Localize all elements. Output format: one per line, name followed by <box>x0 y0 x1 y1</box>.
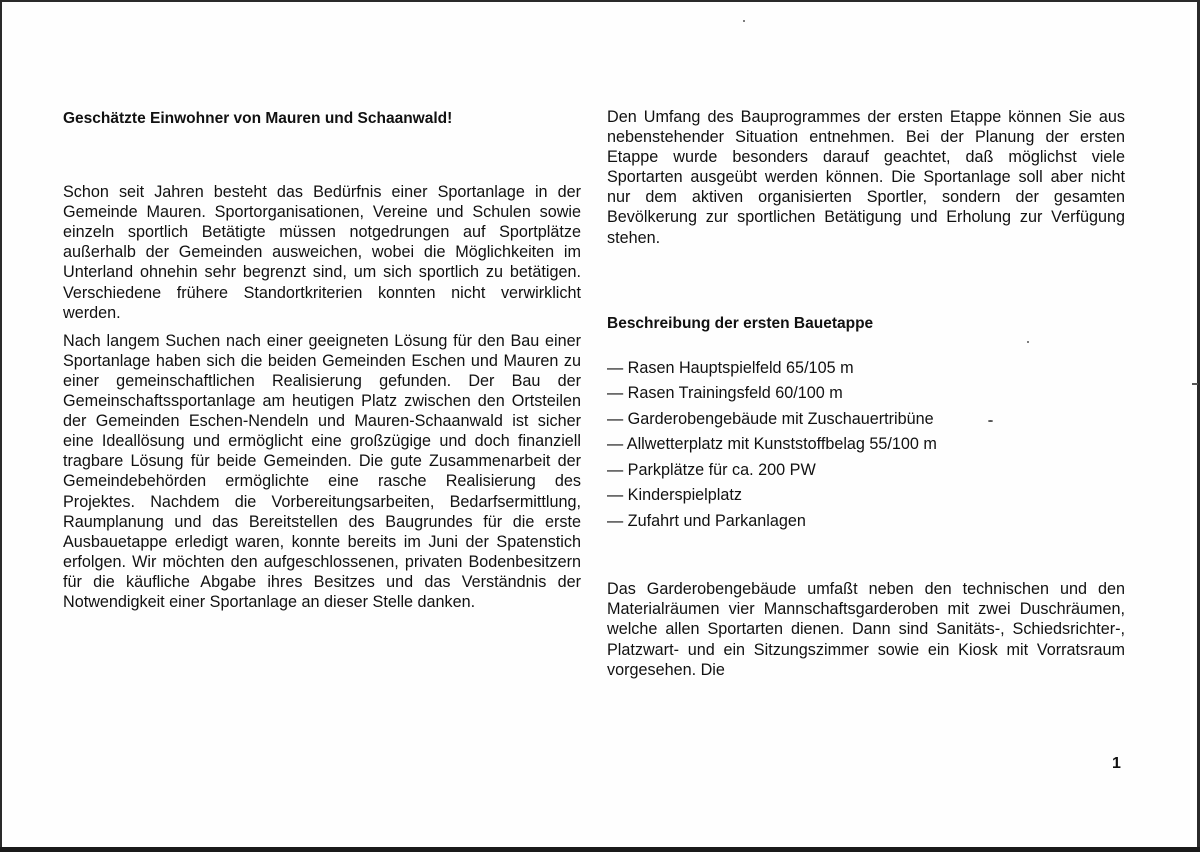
scope-paragraph: Den Umfang des Bauprogrammes der ersten Etappe können Sie aus nebenstehender Situation entnehmen. Bei der Planung der ersten Etappe wurde besonders darauf geachtet, daß möglichst viele Sportarten ausgeübt werden können. Die Sportanlage soll aber nicht nur dem aktiven organisierten Sportler, sondern der gesamten Bevölkerung zur sportlichen Betätigung und Erholung zur Verfügung stehen. <box>607 108 1125 247</box>
scan-border-bottom <box>0 847 1200 852</box>
list-item: — Parkplätze für ca. 200 PW <box>607 460 816 479</box>
project-paragraph: Nach langem Suchen nach einer geeigneten Lösung für den Bau einer Sportanlage haben sich die beiden Gemeinden Eschen und Mauren zu einer gemeinschaftlichen Realisierung gefunden. Der Bau der Gemeinschaftssportanlage am heutigen Platz zwischen den Ortsteilen der Gemeinden Eschen-Nendeln und Mauren-Schaanwald ist sicher eine Ideallösung und ermöglicht eine großzügige und doch finanziell tragbare Lösung für beide Gemeinden. Die gute Zusammenarbeit der Gemeindebehörden ermöglichte eine rasche Realisierung des Projektes. Nachdem die Vorbereitungsarbeiten, Bedarfsermittlung, Raumplanung und das Bereitstellen des Baugrundes für die erste Ausbauetappe erledigt waren, konnte bereits im Juni der Spatenstich erfolgen. Wir möchten den aufgeschlossenen, privaten Bodenbesitzern für die käufliche Abgabe ihres Besitzes und das Verständnis der Notwendigkeit einer Sportanlage an dieser Stelle danken. <box>63 331 581 611</box>
list-item: — Rasen Hauptspielfeld 65/105 m <box>607 358 854 377</box>
left-column <box>63 109 581 612</box>
intro-paragraph: Schon seit Jahren besteht das Bedürfnis einer Sportanlage in der Gemeinde Mauren. Sportorganisationen, Vereine und Schulen sowie einzeln sportlich Betätigte müssen notgedrungen auf Sportplätze außerhalb der Gemeinden ausweichen, wobei die Möglichkeiten im Unterland ohnehin sehr begrenzt sind, um sich sportlich zu betätigen. Verschiedene frühere Standortkriterien konnten nicht verwirklicht werden. <box>63 183 581 322</box>
scan-border-left <box>0 0 2 852</box>
page-number: 1 <box>1112 755 1121 772</box>
scan-border-top <box>0 0 1200 2</box>
building-paragraph: Das Garderobengebäude umfaßt neben den technischen und den Materialräumen vier Mannschaftsgarderoben mit zwei Duschräumen, welche allen Sportarten dienen. Dann sind Sanitäts-, Schiedsrichter-, Platzwart- und ein Sitzungszimmer sowie ein Kiosk mit Vorratsraum vorgesehen. Die <box>607 580 1125 679</box>
list-item: — Rasen Trainingsfeld 60/100 m <box>607 384 843 403</box>
greeting-heading: Geschätzte Einwohner von Mauren und Schaanwald! <box>63 110 453 127</box>
right-column <box>607 107 1125 680</box>
scan-speck <box>743 20 745 22</box>
list-item: — Kinderspielplatz <box>607 486 742 505</box>
list-item: — Garderobengebäude mit Zuschauertribüne <box>607 409 934 428</box>
scan-speck <box>1192 383 1198 385</box>
construction-stage-heading: Beschreibung der ersten Bauetappe <box>607 314 874 332</box>
list-item: — Allwetterplatz mit Kunststoffbelag 55/100 m <box>607 435 937 454</box>
facility-list <box>607 356 1125 535</box>
list-item: — Zufahrt und Parkanlagen <box>607 511 806 530</box>
